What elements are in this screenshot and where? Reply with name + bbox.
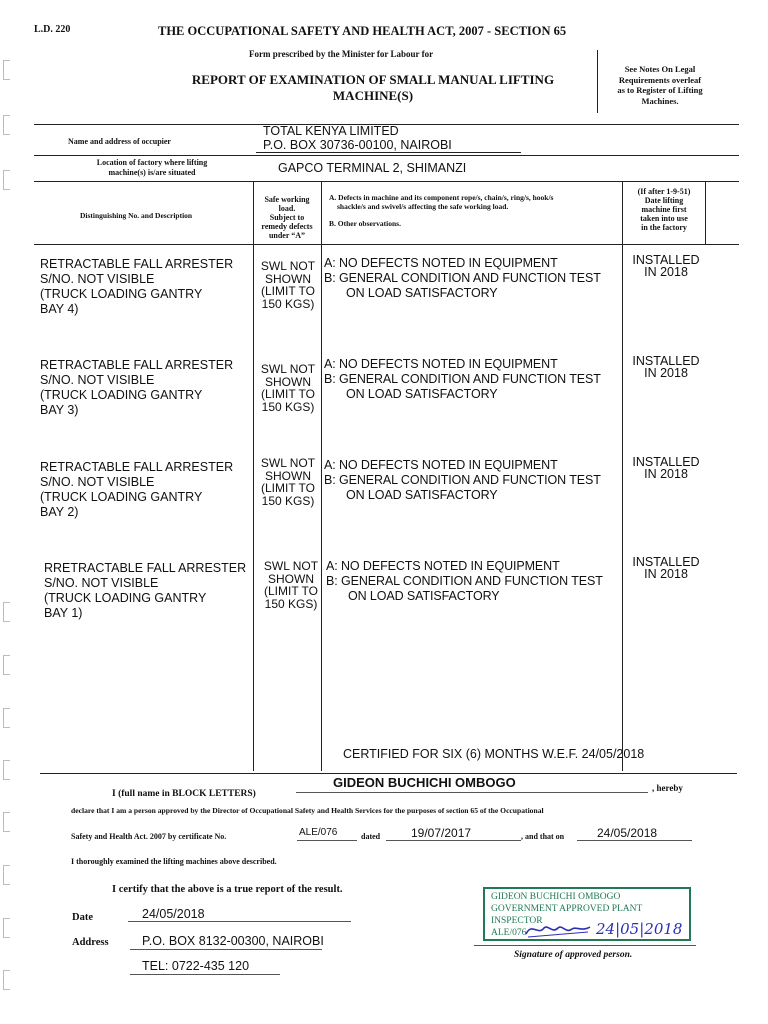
item-swl-line: SHOWN: [265, 271, 311, 286]
col-swl-header-line: Safe working: [264, 195, 310, 204]
prescribed-text: Form prescribed by the Minister for Labour for: [249, 49, 434, 59]
item-defects: [326, 559, 603, 604]
binder-hole: [3, 970, 10, 990]
item-defects: [324, 357, 601, 402]
act-line-text: Safety and Health Act. 2007 by certificate No.: [71, 832, 227, 841]
col-defects-b: B. Other observations.: [329, 219, 401, 228]
col-swl-header: [254, 195, 320, 240]
item-defects-b-cont: ON LOAD SATISFACTORY: [346, 488, 498, 502]
rule: [130, 949, 322, 950]
location-label: [67, 158, 237, 178]
certificate-no: ALE/076: [299, 827, 338, 838]
item-swl-line: 150 KGS): [264, 596, 318, 611]
form-code: L.D. 220: [34, 24, 71, 35]
col-defects-a-line2: shackle/s and swivel/s affecting the safe working load.: [337, 202, 509, 211]
item-description-line: RRETRACTABLE FALL ARRESTER: [44, 561, 247, 575]
item-defects-b: B: GENERAL CONDITION AND FUNCTION TEST: [324, 473, 601, 487]
item-description-line: (TRUCK LOADING GANTRY: [40, 287, 203, 301]
stamp-line3-prefix: ALE/076: [491, 928, 527, 938]
signature-underline: [528, 932, 588, 937]
report-title-line2: MACHINE(S): [332, 88, 414, 103]
address-value: P.O. BOX 8132-00300, NAIROBI: [142, 934, 324, 948]
report-title: [158, 72, 588, 104]
item-swl-line: 150 KGS): [261, 493, 315, 508]
item-description-line: S/NO. NOT VISIBLE: [44, 576, 159, 590]
item-description-line: (TRUCK LOADING GANTRY: [40, 490, 203, 504]
item-defects-a: A: NO DEFECTS NOTED IN EQUIPMENT: [324, 357, 558, 371]
item-description: [40, 358, 233, 418]
legal-notes: [600, 64, 720, 106]
binder-hole: [3, 918, 10, 938]
item-swl: [258, 560, 324, 610]
rule: [34, 244, 739, 245]
item-description-line: BAY 2): [40, 505, 79, 519]
col-swl-header-line: remedy defects: [261, 222, 313, 231]
item-defects: [324, 458, 601, 503]
rule: [296, 792, 648, 793]
binder-hole: [3, 708, 10, 728]
occupier-name: TOTAL KENYA LIMITED: [263, 124, 399, 138]
declare-text: declare that I am a person approved by the Director of Occupational Safety and Health Services for the purposes of section 65 of the Occupational: [71, 806, 544, 815]
col-installed-header-line: (If after 1-9-51): [637, 187, 691, 196]
col-swl-header-line: Subject to: [269, 213, 305, 222]
col-swl-header-line: load.: [278, 204, 296, 213]
location-label-line1: Location of factory where lifting: [96, 158, 208, 167]
item-defects-a: A: NO DEFECTS NOTED IN EQUIPMENT: [324, 256, 558, 270]
col-installed-header-line: in the factory: [641, 223, 687, 232]
legal-notes-line: See Notes On Legal: [624, 64, 696, 74]
item-defects-b: B: GENERAL CONDITION AND FUNCTION TEST: [324, 372, 601, 386]
item-description-line: RETRACTABLE FALL ARRESTER: [40, 257, 234, 271]
binder-hole: [3, 60, 10, 80]
rule: [474, 945, 696, 946]
item-description-line: BAY 4): [40, 302, 79, 316]
item-installed-line: IN 2018: [644, 567, 688, 581]
item-swl: [255, 457, 321, 507]
item-installed: [628, 355, 704, 379]
location-label-line2: machine(s) is/are situated: [108, 168, 196, 177]
date-value: 24/05/2018: [142, 907, 205, 921]
that-on-label: , and that on: [521, 832, 565, 841]
item-description-line: RETRACTABLE FALL ARRESTER: [40, 358, 234, 372]
col-defects-a-line1: A. Defects in machine and its component rope/s, chain/s, ring/s, hook/s: [329, 193, 554, 202]
binder-hole: [3, 655, 10, 675]
item-swl-line: 150 KGS): [261, 296, 315, 311]
item-installed: [628, 556, 704, 580]
dated-label: dated: [361, 832, 381, 841]
col-swl-header-line: under “A”: [268, 231, 306, 240]
act-title: THE OCCUPATIONAL SAFETY AND HEALTH ACT, 2007 - SECTION 65: [158, 24, 567, 38]
column-divider: [321, 181, 322, 771]
item-description-line: RETRACTABLE FALL ARRESTER: [40, 460, 234, 474]
item-swl: [255, 260, 321, 310]
handwritten-date: 24|05|2018: [596, 920, 683, 938]
legal-notes-line: Machines.: [641, 95, 679, 106]
item-defects-b: B: GENERAL CONDITION AND FUNCTION TEST: [326, 574, 603, 588]
binder-hole: [3, 602, 10, 622]
item-swl-line: SHOWN: [265, 374, 311, 389]
item-swl: [255, 363, 321, 413]
item-swl-line: SHOWN: [265, 468, 311, 483]
notes-divider: [597, 50, 598, 113]
item-description-line: (TRUCK LOADING GANTRY: [40, 388, 203, 402]
rule: [386, 840, 521, 841]
rule: [577, 840, 692, 841]
item-description-line: (TRUCK LOADING GANTRY: [44, 591, 207, 605]
item-installed-line: INSTALLED: [632, 555, 700, 569]
item-description-line: BAY 3): [40, 403, 79, 417]
dated-value: 19/07/2017: [411, 826, 472, 840]
column-divider: [622, 181, 623, 771]
item-description-line: BAY 1): [44, 606, 83, 620]
certified-text: CERTIFIED FOR SIX (6) MONTHS W.E.F. 24/05/2018: [343, 747, 645, 761]
item-installed: [628, 254, 704, 278]
item-swl-line: (LIMIT TO: [260, 387, 315, 401]
item-defects-b: B: GENERAL CONDITION AND FUNCTION TEST: [324, 271, 601, 285]
column-divider: [253, 181, 254, 771]
full-name-value: GIDEON BUCHICHI OMBOGO: [333, 775, 516, 790]
binder-hole: [3, 812, 10, 832]
col-installed-header-line: Date lifting: [644, 196, 684, 205]
item-swl-line: SWL NOT: [263, 559, 319, 573]
col-installed-header-line: machine first: [641, 205, 687, 214]
item-swl-line: (LIMIT TO: [263, 584, 318, 598]
location-value: GAPCO TERMINAL 2, SHIMANZI: [278, 161, 467, 175]
item-description: [44, 561, 246, 621]
occupier-address: P.O. BOX 30736-00100, NAIROBI: [263, 138, 452, 152]
item-defects-b-cont: ON LOAD SATISFACTORY: [346, 387, 498, 401]
date-label: Date: [72, 912, 93, 923]
binder-hole: [3, 865, 10, 885]
rule: [130, 974, 280, 975]
item-installed: [628, 456, 704, 480]
item-installed-line: IN 2018: [644, 467, 688, 481]
signature-caption: Signature of approved person.: [514, 950, 633, 960]
item-swl-line: 150 KGS): [261, 399, 315, 414]
item-description-line: S/NO. NOT VISIBLE: [40, 373, 155, 387]
address-label: Address: [72, 937, 109, 948]
rule: [34, 181, 739, 182]
rule: [34, 155, 739, 156]
col-installed-header-line: taken into use: [640, 214, 688, 223]
handwritten-signature: [524, 918, 594, 940]
rule: [297, 840, 357, 841]
item-swl-line: SWL NOT: [260, 259, 316, 273]
item-description-line: S/NO. NOT VISIBLE: [40, 475, 155, 489]
stamp-line2: GOVERNMENT APPROVED PLANT INSPECTOR: [491, 904, 643, 926]
item-defects-b-cont: ON LOAD SATISFACTORY: [348, 589, 500, 603]
that-on-value: 24/05/2018: [597, 826, 658, 840]
item-defects-a: A: NO DEFECTS NOTED IN EQUIPMENT: [324, 458, 558, 472]
tel-value: TEL: 0722-435 120: [142, 959, 250, 973]
examined-text: I thoroughly examined the lifting machines above described.: [71, 857, 277, 866]
item-defects-a: A: NO DEFECTS NOTED IN EQUIPMENT: [326, 559, 560, 573]
item-defects-b-cont: ON LOAD SATISFACTORY: [346, 286, 498, 300]
binder-hole: [3, 170, 10, 190]
certify-text: I certify that the above is a true report of the result.: [112, 884, 343, 895]
item-swl-line: (LIMIT TO: [260, 481, 315, 495]
legal-notes-line: as to Register of Lifting: [617, 85, 703, 95]
item-description-line: S/NO. NOT VISIBLE: [40, 272, 155, 286]
col-installed-header: [623, 187, 705, 232]
binder-hole: [3, 760, 10, 780]
item-defects: [324, 256, 601, 301]
occupier-label: Name and address of occupier: [68, 137, 171, 146]
item-installed-line: INSTALLED: [632, 354, 700, 368]
column-divider: [705, 181, 706, 244]
item-installed-line: IN 2018: [644, 265, 688, 279]
item-installed-line: INSTALLED: [632, 253, 700, 267]
rule: [40, 773, 737, 774]
stamp-line1: GIDEON BUCHICHI OMBOGO: [491, 892, 621, 902]
item-swl-line: SHOWN: [268, 571, 314, 586]
item-description: [40, 257, 233, 317]
report-title-line1: REPORT OF EXAMINATION OF SMALL MANUAL LIFTING: [191, 72, 555, 87]
item-installed-line: IN 2018: [644, 366, 688, 380]
hereby-text: , hereby: [652, 783, 683, 793]
col-description-header: Distinguishing No. and Description: [80, 211, 193, 220]
item-swl-line: SWL NOT: [260, 362, 316, 376]
rule: [256, 152, 521, 153]
binder-hole: [3, 115, 10, 135]
item-swl-line: SWL NOT: [260, 456, 316, 470]
legal-notes-line: Requirements overleaf: [618, 74, 702, 85]
item-swl-line: (LIMIT TO: [260, 284, 315, 298]
rule: [128, 921, 351, 922]
item-installed-line: INSTALLED: [632, 455, 700, 469]
full-name-label: I (full name in BLOCK LETTERS): [112, 789, 256, 799]
col-defects-header: [329, 193, 553, 228]
item-description: [40, 460, 233, 520]
